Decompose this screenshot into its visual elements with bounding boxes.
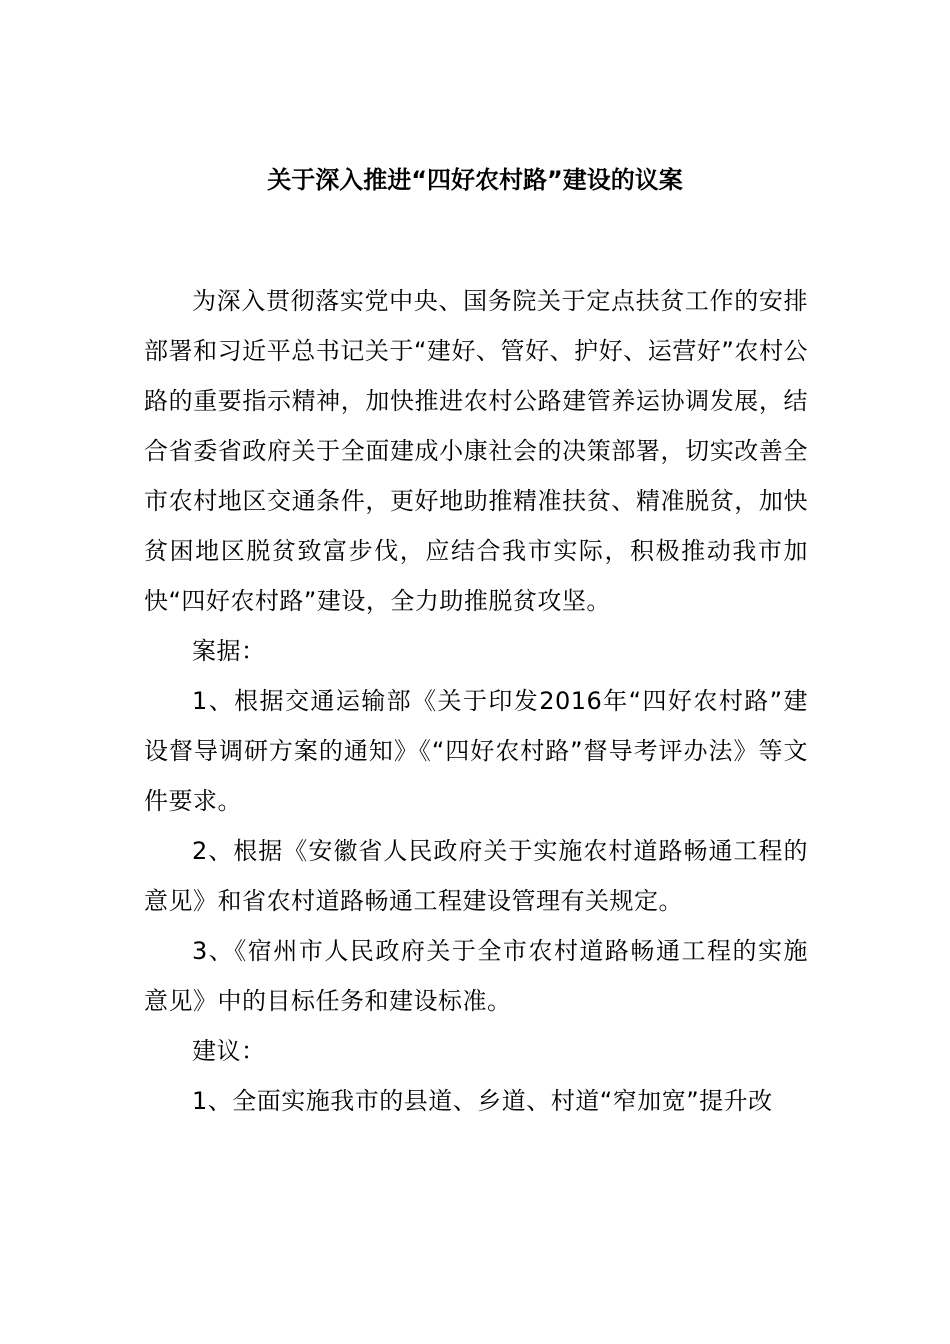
suggestion-heading: 建议：: [192, 1037, 266, 1065]
document-body: [144, 276, 808, 1126]
document-title: 关于深入推进“四好农村路”建设的议案: [267, 166, 683, 194]
intro-paragraph: 为深入贯彻落实党中央、国务院关于定点扶贫工作的安排部署和习近平总书记关于“建好、管好、护好、运营好”农村公路的重要指示精神，加快推进农村公路建管养运协调发展，结合省委省政府关于全面建成小康社会的决策部署，切实改善全市农村地区交通条件，更好地助推精准扶贫、精准脱贫，加快贫困地区脱贫致富步伐，应结合我市实际，积极推动我市加快“四好农村路”建设，全力助推脱贫攻坚。: [144, 287, 808, 615]
suggestion-item-1: 1、全面实施我市的县道、乡道、村道“窄加宽”提升改: [192, 1087, 773, 1115]
basis-heading: 案据：: [192, 637, 266, 665]
basis-item-3: 3、《宿州市人民政府关于全市农村道路畅通工程的实施意见》中的目标任务和建设标准。: [144, 937, 808, 1015]
basis-item-2: 2、根据《安徽省人民政府关于实施农村道路畅通工程的意见》和省农村道路畅通工程建设管理有关规定。: [144, 837, 808, 915]
basis-item-1: 1、根据交通运输部《关于印发2016年“四好农村路”建设督导调研方案的通知》《“四好农村路”督导考评办法》等文件要求。: [144, 687, 808, 815]
